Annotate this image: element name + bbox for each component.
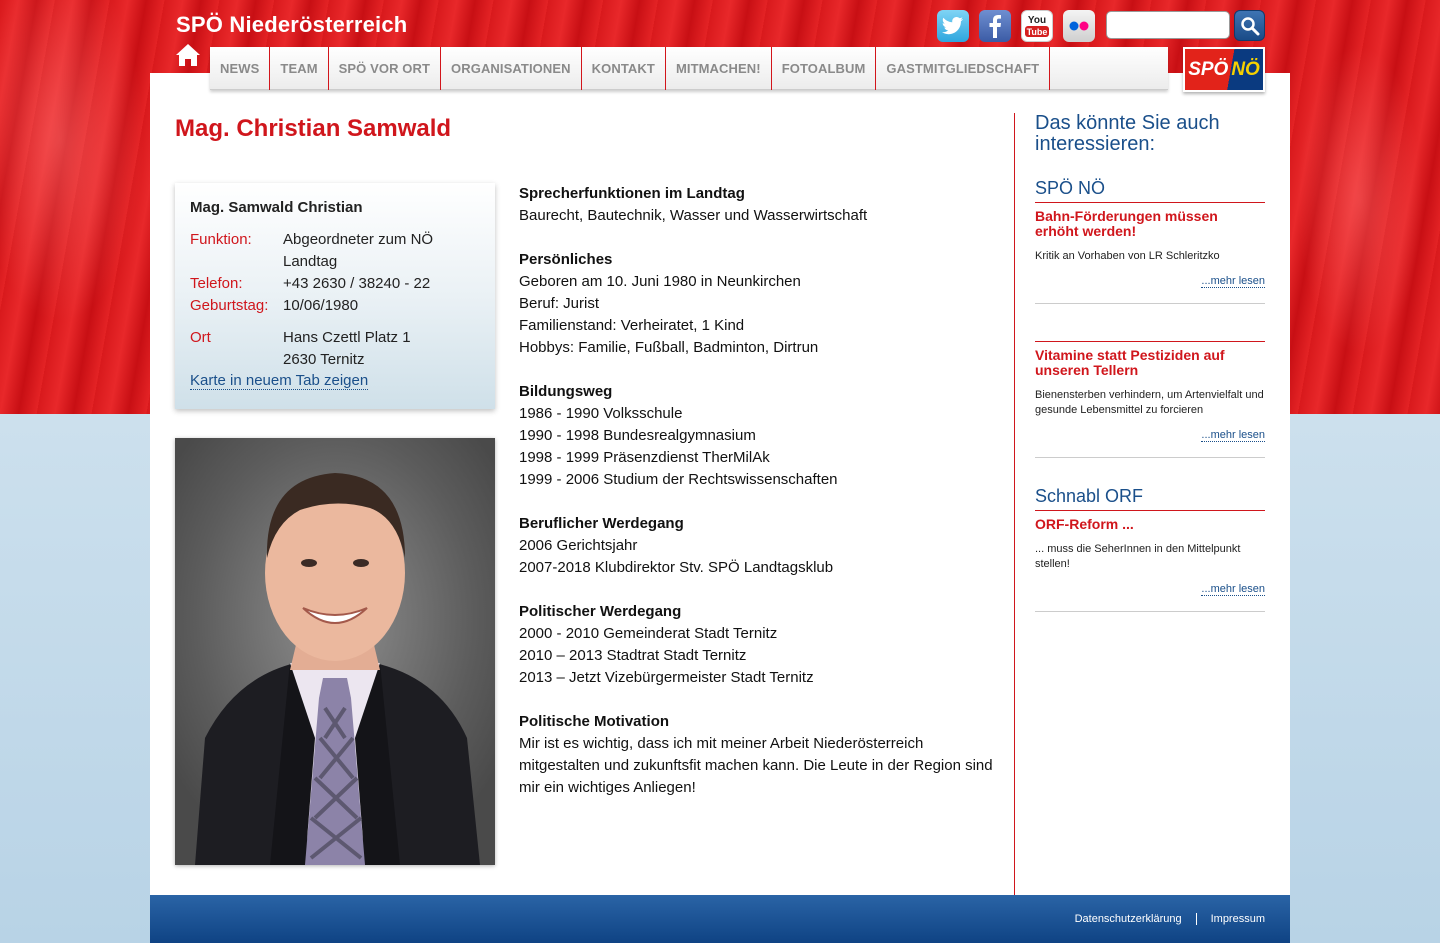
aside-text: ... muss die SeherInnen in den Mittelpunkt stellen! [1035, 543, 1241, 570]
search-icon [1240, 16, 1260, 36]
spoe-noe-logo[interactable] [1183, 47, 1265, 92]
nav-news[interactable]: NEWS [210, 47, 270, 90]
svg-text:You: You [1027, 15, 1047, 26]
bio-line: 2000 - 2010 Gemeinderat Stadt Ternitz [519, 625, 778, 642]
bio-heading: Persönliches [519, 251, 613, 268]
aside-teaser [1035, 486, 1265, 612]
aside-separator [1035, 303, 1265, 304]
map-link[interactable]: Karte in neuem Tab zeigen [190, 372, 369, 389]
bio-line: Hobbys: Familie, Fußball, Badminton, Dirtrun [519, 339, 819, 356]
funktion-value-line: Abgeordneter zum NÖ [283, 231, 434, 248]
aside-title: Das könnte Sie auch interessieren: [1035, 112, 1220, 155]
nav-fotoalbum[interactable]: FOTOALBUM [772, 47, 877, 90]
main-navigation [210, 47, 1168, 90]
bio-line: Familienstand: Verheiratet, 1 Kind [519, 317, 745, 334]
column-divider [1014, 113, 1015, 895]
nav-organisationen[interactable]: ORGANISATIONEN [441, 47, 582, 90]
aside-separator [1035, 457, 1265, 458]
bio-line: 2010 – 2013 Stadtrat Stadt Ternitz [519, 647, 747, 664]
mehr-lesen-link[interactable]: ...mehr lesen [1201, 429, 1265, 441]
bio-line: Geboren am 10. Juni 1980 in Neunkirchen [519, 273, 801, 290]
nav-spoe-vor-ort[interactable]: SPÖ VOR ORT [329, 47, 441, 90]
portrait-photo [175, 438, 495, 865]
bio-line: 1998 - 1999 Präsenzdienst TherMilAk [519, 449, 770, 466]
nav-kontakt[interactable]: KONTAKT [582, 47, 666, 90]
nav-mitmachen[interactable]: MITMACHEN! [666, 47, 772, 90]
mehr-lesen-link[interactable]: ...mehr lesen [1201, 583, 1265, 595]
aside-teaser [1035, 178, 1265, 304]
bio-heading: Sprecherfunktionen im Landtag [519, 185, 745, 202]
search-input[interactable] [1106, 11, 1230, 39]
bio-line: 2013 – Jetzt Vizebürgermeister Stadt Ternitz [519, 669, 814, 686]
page-title: Mag. Christian Samwald [175, 115, 452, 142]
funktion-label: Funktion: [190, 231, 252, 248]
bio-heading: Beruflicher Werdegang [519, 515, 684, 532]
nav-team[interactable]: TEAM [270, 47, 328, 90]
footer-impressum-link[interactable]: Impressum [1210, 913, 1265, 925]
funktion-value [283, 229, 433, 273]
contact-name: Mag. Samwald Christian [190, 199, 363, 216]
footer-datenschutz-link[interactable]: Datenschutzerklärung [1074, 913, 1182, 925]
bio-line: 1999 - 2006 Studium der Rechtswissenschaften [519, 471, 838, 488]
facebook-icon[interactable] [979, 10, 1011, 42]
telefon-value: +43 2630 / 38240 - 22 [283, 275, 431, 292]
mehr-lesen-link[interactable]: ...mehr lesen [1201, 275, 1265, 287]
logo-text-spoe: SPÖ [1188, 58, 1229, 80]
ort-value-line: Hans Czettl Platz 1 [283, 329, 411, 346]
telefon-label: Telefon: [190, 275, 243, 292]
ort-value-line: 2630 Ternitz [283, 351, 365, 368]
ort-value [283, 327, 411, 371]
aside-category[interactable]: Schnabl ORF [1035, 486, 1265, 511]
aside-category[interactable] [1035, 317, 1265, 342]
geburtstag-value: 10/06/1980 [283, 297, 359, 314]
youtube-icon[interactable] [1021, 10, 1053, 42]
logo-text-noe: NÖ [1231, 58, 1260, 80]
aside-headline[interactable]: Vitamine statt Pestiziden auf unseren Tellern [1035, 347, 1225, 378]
aside-text: Kritik an Vorhaben von LR Schleritzko [1035, 250, 1220, 262]
nav-gastmitgliedschaft[interactable]: GASTMITGLIEDSCHAFT [876, 47, 1050, 90]
bio-line: 1986 - 1990 Volksschule [519, 405, 683, 422]
site-title[interactable]: SPÖ Niederösterreich [176, 12, 408, 37]
ort-label: Ort [190, 329, 211, 346]
twitter-icon[interactable] [937, 10, 969, 42]
bio-line: 2007-2018 Klubdirektor Stv. SPÖ Landtagsklub [519, 559, 834, 576]
biography [519, 183, 999, 821]
aside-text: Bienensterben verhindern, um Artenvielfalt und gesunde Lebensmittel zu forcieren [1035, 389, 1264, 416]
bio-heading: Politischer Werdegang [519, 603, 682, 620]
footer-separator [1196, 913, 1197, 925]
aside-separator [1035, 611, 1265, 612]
search-button[interactable] [1234, 10, 1265, 41]
bio-line: Beruf: Jurist [519, 295, 600, 312]
funktion-value-line: Landtag [283, 253, 338, 270]
home-icon[interactable] [175, 42, 201, 68]
flickr-icon[interactable] [1063, 10, 1095, 42]
bio-line: 1990 - 1998 Bundesrealgymnasium [519, 427, 756, 444]
aside-headline[interactable]: Bahn-Förderungen müssen erhöht werden! [1035, 208, 1218, 239]
svg-text:Tube: Tube [1026, 27, 1048, 37]
contact-card [175, 183, 495, 409]
bio-paragraph: Mir ist es wichtig, dass ich mit meiner Arbeit Niederösterreich mitgestalten und zukunftsfit machen kann. Die Leute in der Region sind mir ein wichtiges Anliegen! [519, 735, 993, 796]
geburtstag-label: Geburtstag: [190, 297, 269, 314]
bio-heading: Bildungsweg [519, 383, 613, 400]
bio-heading: Politische Motivation [519, 713, 670, 730]
bio-line: 2006 Gerichtsjahr [519, 537, 638, 554]
bio-line: Baurecht, Bautechnik, Wasser und Wasserwirtschaft [519, 207, 868, 224]
aside-teaser [1035, 317, 1265, 458]
aside-headline[interactable]: ORF-Reform ... [1035, 516, 1134, 532]
footer [150, 895, 1290, 943]
aside-category[interactable]: SPÖ NÖ [1035, 178, 1265, 203]
